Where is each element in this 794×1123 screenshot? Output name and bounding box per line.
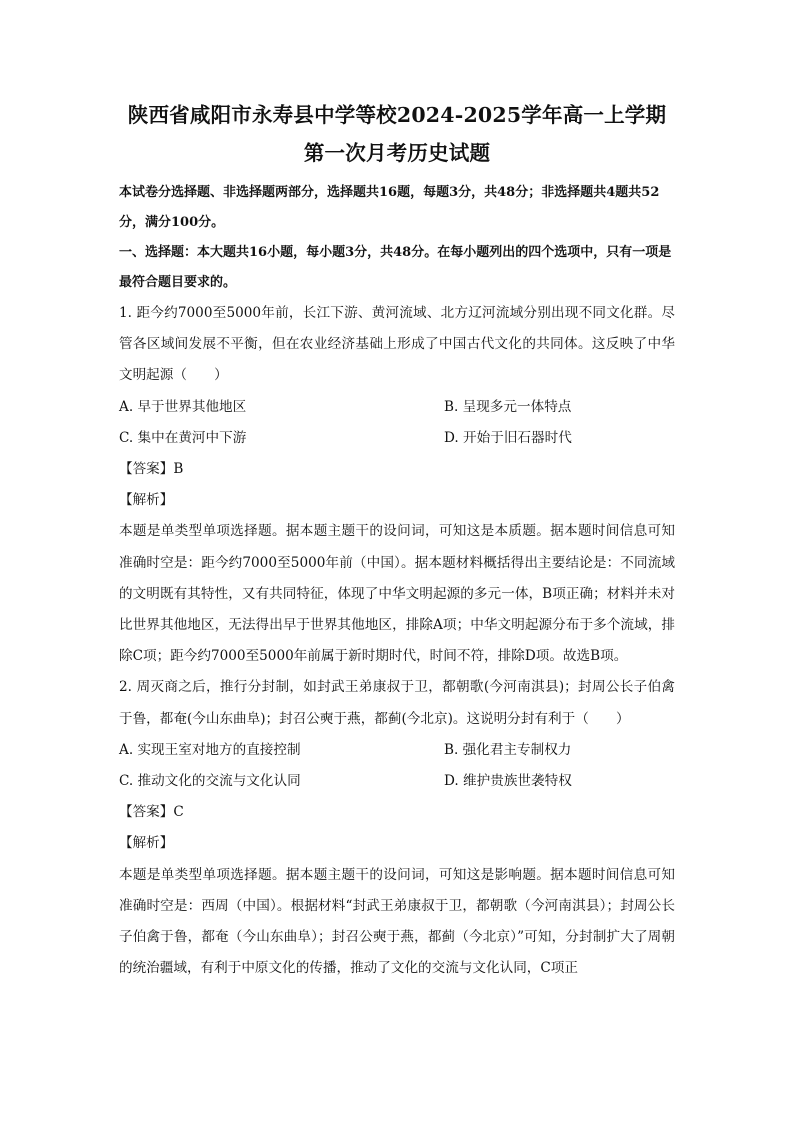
option-d: D. 开始于旧石器时代 — [444, 429, 572, 446]
option-a: A. 实现王室对地方的直接控制 — [119, 741, 301, 758]
page-subtitle: 第一次月考历史试题 — [303, 141, 491, 165]
page-title: 陕西省咸阳市永寿县中学等校2024-2025学年高一上学期 — [127, 103, 667, 127]
analysis-text: 本题是单类型单项选择题。据本题主题干的设问词，可知这是影响题。据本题时间信息可知准确时空是：西周（中国）。根据材料“封武王弟康叔于卫，都朝歌（今河南淇县）；封周公长子伯禽于鲁，都奄（今山东曲阜）；封召公奭于燕，都蓟（今北京）”可知，分封制扩大了周朝的统治疆域，有利于中原文化的传播，推动了文化的交流与文化认同，C项正 — [119, 866, 675, 977]
section-heading: 一、选择题：本大题共16小题，每小题3分，共48分。在每小题列出的四个选项中，只有一项是最符合题目要求的。 — [119, 245, 672, 290]
analysis-label: 【解析】 — [119, 835, 174, 852]
question-stem: 2. 周灭商之后，推行分封制，如封武王弟康叔于卫，都朝歌(今河南淇县)；封周公长子伯禽于鲁，都奄(今山东曲阜)；封召公奭于燕，都蓟(今北京)。这说明分封有利于（ ） — [119, 679, 675, 727]
option-d: D. 维护贵族世袭特权 — [444, 773, 572, 790]
analysis-text: 本题是单类型单项选择题。据本题主题干的设问词，可知这是本质题。据本题时间信息可知准确时空是：距今约7000至5000年前（中国）。据本题材料概括得出主要结论是：不同流域的文明既有其特性，又有共同特征，体现了中华文明起源的多元一体，B项正确；材料并未对比世界其他地区，无法得出早于世界其他地区，排除A项；中华文明起源分布于多个流域，排除C项；距今约7000至5000年前属于新时期时代，时间不符，排除D项。故选B项。 — [119, 523, 675, 665]
option-b: B. 呈现多元一体特点 — [444, 398, 572, 415]
question-1 — [119, 298, 675, 672]
option-c: C. 集中在黄河中下游 — [119, 429, 247, 446]
question-options — [119, 392, 675, 454]
question-stem: 1. 距今约7000至5000年前，长江下游、黄河流域、北方辽河流域分别出现不同文化群。尽管各区域间发展不平衡，但在农业经济基础上形成了中国古代文化的共同体。这反映了中华文明起源（ ） — [119, 305, 675, 384]
answer-label: 【答案】B — [119, 461, 184, 478]
exam-intro: 本试卷分选择题、非选择题两部分，选择题共16题，每题3分，共48分；非选择题共4题共52分，满分100分。 — [119, 185, 660, 230]
option-b: B. 强化君主专制权力 — [444, 741, 572, 758]
question-2 — [119, 672, 675, 984]
analysis-label: 【解析】 — [119, 492, 174, 509]
option-c: C. 推动文化的交流与文化认同 — [119, 773, 301, 790]
exam-page — [119, 96, 675, 984]
question-options — [119, 735, 675, 797]
answer-label: 【答案】C — [119, 804, 184, 821]
option-a: A. 早于世界其他地区 — [119, 398, 247, 415]
